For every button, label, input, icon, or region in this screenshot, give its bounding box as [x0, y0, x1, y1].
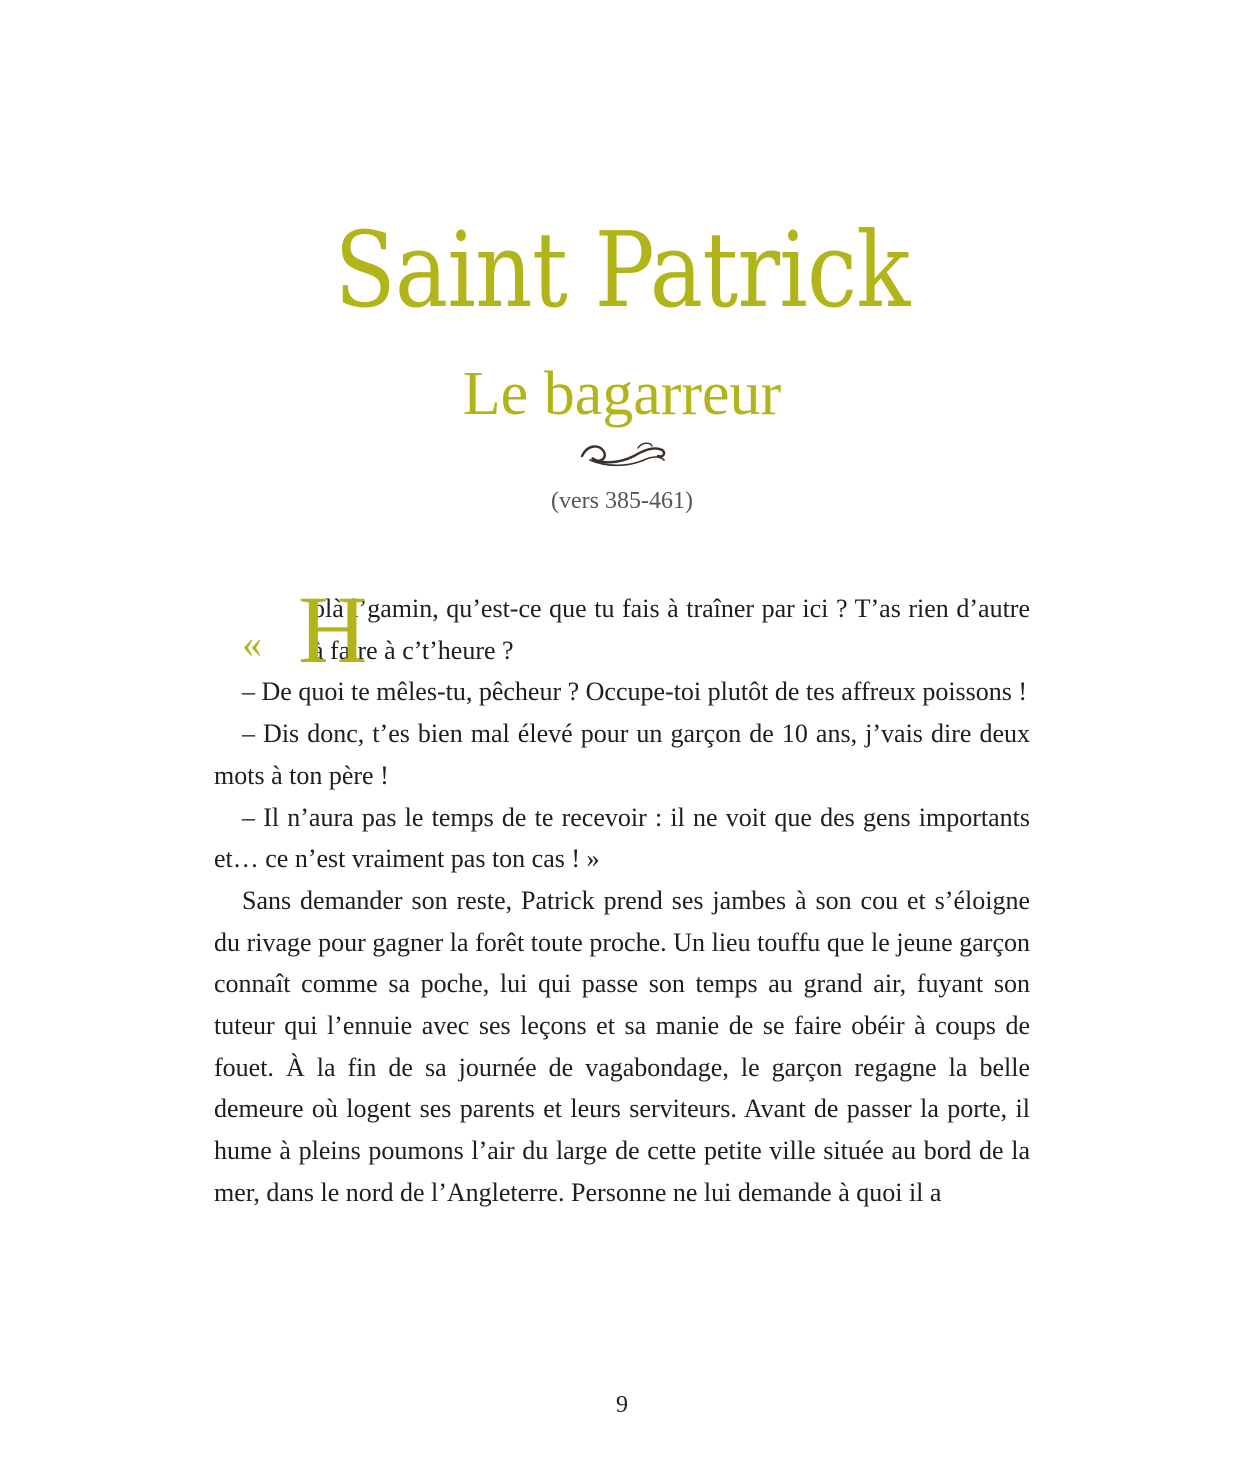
- paragraph: – Il n’aura pas le temps de te recevoir : il ne voit que des gens importants et… ce n’est vraiment pas ton cas ! »: [214, 802, 1030, 874]
- life-dates: (vers 385-461): [551, 488, 693, 514]
- first-paragraph-text: olà l’gamin, qu’est-ce que tu fais à traîner par ici ? T’as rien d’autre à faire à c’t’heure ?: [312, 594, 1030, 665]
- paragraph: – De quoi te mêles-tu, pêcheur ? Occupe-toi plutôt de tes affreux poissons !: [242, 677, 1028, 707]
- paragraph: Sans demander son reste, Patrick prend ses jambes à son cou et s’éloigne du rivage pour gagner la forêt toute proche. Un lieu touffu que le jeune garçon connaît comme sa poche, lui qui passe son temps au grand air, fuyant son tuteur qui l’ennuie avec ses leçons et sa manie de se faire obéir à coups de fouet. À la fin de sa journée de vagabondage, le garçon regagne la belle demeure où logent ses parents et leurs serviteurs. Avant de passer la porte, il hume à pleins poumons l’air du large de cette petite ville située au bord de la mer, dans le nord de l’Angleterre. Personne ne lui demande à quoi il a: [214, 885, 1030, 1207]
- chapter-subtitle: Le bagarreur: [462, 360, 782, 428]
- opening-quote: «: [242, 621, 262, 666]
- page-number: 9: [616, 1392, 628, 1418]
- paragraph: – Dis donc, t’es bien mal élevé pour un garçon de 10 ans, j’vais dire deux mots à ton père !: [214, 719, 1030, 790]
- drop-cap: H: [298, 576, 368, 683]
- flourish-ornament-icon: [578, 434, 668, 470]
- first-paragraph: [214, 576, 1030, 683]
- body-text: [214, 576, 1030, 1214]
- chapter-title: Saint Patrick: [334, 209, 910, 331]
